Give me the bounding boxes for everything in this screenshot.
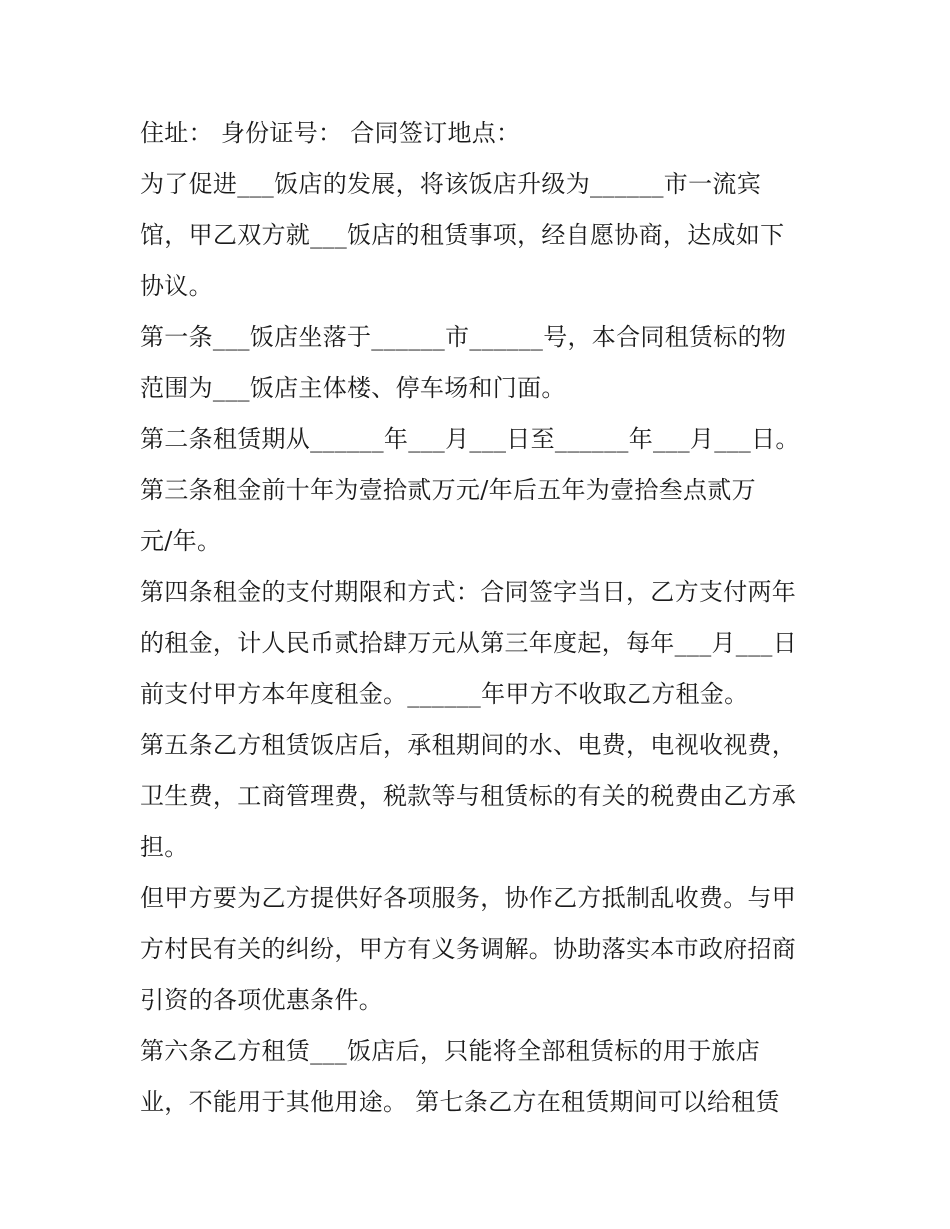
text-line-article-3b: 元/年。 (140, 527, 222, 555)
text-line-preamble-3: 协议。 (140, 272, 213, 300)
text-line-proviso-1: 但甲方要为乙方提供好各项服务，协作乙方抵制乱收费。与甲 (140, 884, 797, 912)
text-line-article-6b-7: 业，不能用于其他用途。 第七条乙方在租赁期间可以给租赁 (140, 1088, 780, 1116)
text-line-article-6a: 第六条乙方租赁___饭店后，只能将全部租赁标的用于旅店 (140, 1037, 761, 1065)
text-line-article-1a: 第一条___饭店坐落于______市______号，本合同租赁标的物 (140, 323, 787, 351)
text-line-article-3a: 第三条租金前十年为壹拾贰万元/年后五年为壹拾叁点贰万 (140, 476, 756, 504)
text-line-preamble-1: 为了促进___饭店的发展，将该饭店升级为______市一流宾 (140, 170, 761, 198)
text-line-article-2: 第二条租赁期从______年___月___日至______年___月___日。 (140, 425, 800, 453)
contract-body (140, 108, 830, 1128)
text-line-proviso-2: 方村民有关的纠纷，甲方有义务调解。协助落实本市政府招商 (140, 935, 797, 963)
text-line-article-5b: 卫生费，工商管理费，税款等与租赁标的有关的税费由乙方承 (140, 782, 797, 810)
text-line-article-1b: 范围为___饭店主体楼、停车场和门面。 (140, 374, 566, 402)
text-line-article-4b: 的租金，计人民币贰拾肆万元从第三年度起，每年___月___日 (140, 629, 797, 657)
text-line-address-id-place: 住址： 身份证号： 合同签订地点： (140, 119, 521, 147)
text-line-proviso-3: 引资的各项优惠条件。 (140, 986, 383, 1014)
text-line-article-5a: 第五条乙方租赁饭店后，承租期间的水、电费，电视收视费， (140, 731, 797, 759)
text-line-article-5c: 担。 (140, 833, 189, 861)
text-line-article-4a: 第四条租金的支付期限和方式：合同签字当日，乙方支付两年 (140, 578, 797, 606)
text-line-article-4c: 前支付甲方本年度租金。______年甲方不收取乙方租金。 (140, 680, 749, 708)
text-line-preamble-2: 馆，甲乙双方就___饭店的租赁事项，经自愿协商，达成如下 (140, 221, 785, 249)
